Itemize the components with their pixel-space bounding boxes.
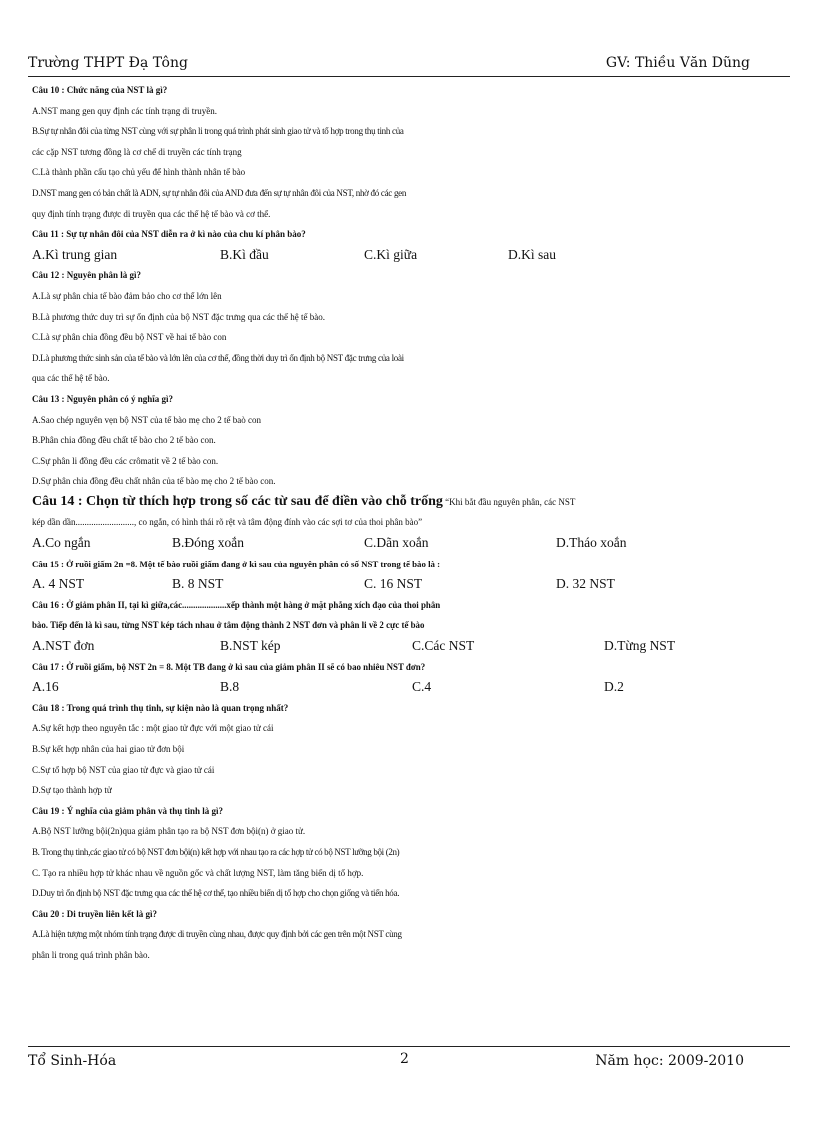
option-a: A.Co ngắn (32, 535, 91, 551)
school-name: Trường THPT Đạ Tông (28, 55, 188, 71)
header-rule (28, 76, 790, 77)
answer-line: A.Sự kết hợp theo nguyên tắc : một giao tử đực với một giao tử cái (32, 723, 274, 734)
answer-line: B.Sự kết hợp nhân của hai giao tử đơn bội (32, 744, 185, 754)
answer-line: D.NST mang gen có bản chất là ADN, sự tự nhân đôi của AND đưa đến sự tự nhân đôi của NST, nhờ đó các gen (32, 187, 407, 198)
question-title: Câu 14 : Chọn từ thích hợp trong số các từ sau để điền vào chỗ trống (32, 493, 443, 509)
page-header (28, 55, 750, 75)
option-c: C.Kì giữa (364, 246, 418, 262)
option-a: A. 4 NST (32, 576, 85, 592)
answer-options (32, 245, 790, 266)
footer-rule (28, 1046, 790, 1047)
question-title: Câu 20 : Di truyền liên kết là gì? (32, 908, 157, 919)
option-a: A.Kì trung gian (32, 246, 118, 262)
option-d: D. 32 NST (556, 576, 615, 592)
document-body (32, 80, 790, 966)
option-d: D.2 (604, 679, 624, 695)
question-title: Câu 13 : Nguyên phân có ý nghĩa gì? (32, 393, 174, 404)
answer-line: A.Là hiện tượng một nhóm tính trạng được di truyền cùng nhau, được quy định bởi các gen trên một NST cùng (32, 929, 402, 940)
answer-line: B.Phân chia đồng đều chất tế bào cho 2 tế bào con. (32, 435, 216, 446)
question-title: Câu 17 : Ở ruồi giấm, bộ NST 2n = 8. Một TB đang ở kì sau của giảm phân II sẽ có bao nhiêu NST đơn? (32, 661, 426, 672)
question-title-row (32, 492, 790, 513)
page-number: 2 (400, 1051, 409, 1067)
teacher-name: GV: Thiều Văn Dũng (605, 55, 750, 71)
option-a: A.NST đơn (32, 638, 95, 654)
department: Tổ Sinh-Hóa (28, 1053, 117, 1069)
answer-options (32, 636, 790, 657)
option-d: D.Tháo xoắn (556, 535, 627, 551)
answer-line: A.Bộ NST lưỡng bội(2n)qua giảm phân tạo ra bộ NST đơn bội(n) ở giao tử. (32, 826, 306, 837)
answer-line: B.Sự tự nhân đôi của từng NST cùng với sự phân li trong quá trình phát sinh giao tử và tổ hợp trong thụ tinh của (32, 126, 404, 137)
answer-line: D.Là phương thức sinh sản của tế bào và lớn lên của cơ thể, đồng thời duy trì ổn định bộ NST đặc trưng của loài (32, 352, 404, 363)
question-quote: “Khi bắt đầu nguyên phân, các NST (442, 496, 576, 507)
question-title: Câu 12 : Nguyên phân là gì? (32, 270, 142, 281)
answer-line: D.Sự phân chia đồng đều chất nhân của tế bào mẹ cho 2 tế bào con. (32, 476, 276, 487)
answer-line: phân li trong quá trình phân bào. (32, 949, 150, 960)
option-b: B.Đóng xoắn (172, 535, 244, 551)
answer-line: A.NST mang gen quy định các tính trạng di truyền. (32, 105, 218, 116)
option-c: C.4 (412, 679, 432, 695)
option-a: A.16 (32, 679, 59, 695)
answer-line: các cặp NST tương đồng là cơ chế di truyền các tính trạng (32, 146, 242, 157)
answer-options (32, 574, 790, 595)
option-b: B.8 (220, 679, 240, 695)
option-c: C.Các NST (412, 638, 475, 654)
option-d: D.Từng NST (604, 638, 676, 654)
answer-line: kép dần dần.........................., co ngắn, có hình thái rõ rệt và tâm động đính vào các sợi tơ của thoi phân bào” (32, 517, 423, 528)
question-title: Câu 16 : Ở giảm phân II, tại kì giữa,các....................xếp thành một hàng ở mặt phẳng xích đạo của thoi phân (32, 599, 441, 610)
question-title: Câu 19 : Ý nghĩa của giảm phân và thụ tinh là gì? (32, 805, 224, 816)
option-b: B. 8 NST (172, 576, 224, 592)
page-footer (28, 1053, 750, 1073)
option-b: B.Kì đầu (220, 246, 269, 262)
question-title: Câu 11 : Sự tự nhân đôi của NST diễn ra ở kì nào của chu kí phân bào? (32, 229, 306, 240)
option-b: B.NST kép (220, 638, 281, 654)
answer-line: A.Là sự phân chia tế bào đảm bảo cho cơ thể lớn lên (32, 290, 222, 301)
answer-line: C.Là sự phân chia đồng đều bộ NST về hai tế bào con (32, 332, 227, 343)
answer-line: C.Sự tổ hợp bộ NST của giao tử đực và giao tử cái (32, 764, 215, 775)
answer-line: C.Là thành phần cấu tạo chủ yếu để hình thành nhân tế bào (32, 167, 246, 178)
answer-line: B.Là phương thức duy trì sự ổn định của bộ NST đặc trưng qua các thế hệ tế bào. (32, 311, 326, 322)
answer-line: D.Sự tạo thành hợp tử (32, 785, 112, 796)
question-title: Câu 10 : Chức năng của NST là gì? (32, 85, 168, 95)
answer-line: A.Sao chép nguyên vẹn bộ NST của tế bào mẹ cho 2 tế baò con (32, 414, 262, 425)
answer-line: qua các thế hệ tế bào. (32, 373, 110, 384)
school-year: Năm học: 2009-2010 (595, 1053, 744, 1069)
answer-options (32, 677, 790, 698)
answer-options (32, 533, 790, 554)
option-c: C.Dãn xoắn (364, 535, 429, 551)
answer-line: C.Sự phân li đồng đều các crômatit về 2 tế bào con. (32, 455, 219, 466)
question-title: Câu 18 : Trong quá trình thụ tinh, sự kiện nào là quan trọng nhất? (32, 702, 289, 713)
question-title-cont: bào. Tiếp đến là kì sau, từng NST kép tách nhau ở tâm động thành 2 NST đơn và phân li về 2 cực tế bào (32, 620, 425, 631)
answer-line: quy định tính trạng được di truyền qua các thế hệ tế bào và cơ thể. (32, 208, 271, 219)
option-d: D.Kì sau (508, 246, 556, 262)
answer-line: B. Trong thụ tinh,các giao tử có bộ NST đơn bội(n) kết hợp với nhau tạo ra các hợp tử có bộ NST lưỡng bội (2n) (32, 846, 400, 857)
option-c: C. 16 NST (364, 576, 423, 592)
answer-line: D.Duy trì ổn định bộ NST đặc trưng qua các thế hệ cơ thể, tạo nhiều biến dị tổ hợp cho chọn giống và tiến hóa. (32, 888, 400, 899)
question-title: Câu 15 : Ở ruồi giấm 2n =8. Một tế bào ruồi giấm đang ở kì sau của nguyên phân có số NST trong tế bào là : (32, 558, 441, 569)
answer-line: C. Tạo ra nhiều hợp tử khác nhau về nguồn gốc và chất lượng NST, làm tăng biến dị tổ hợp. (32, 867, 364, 878)
